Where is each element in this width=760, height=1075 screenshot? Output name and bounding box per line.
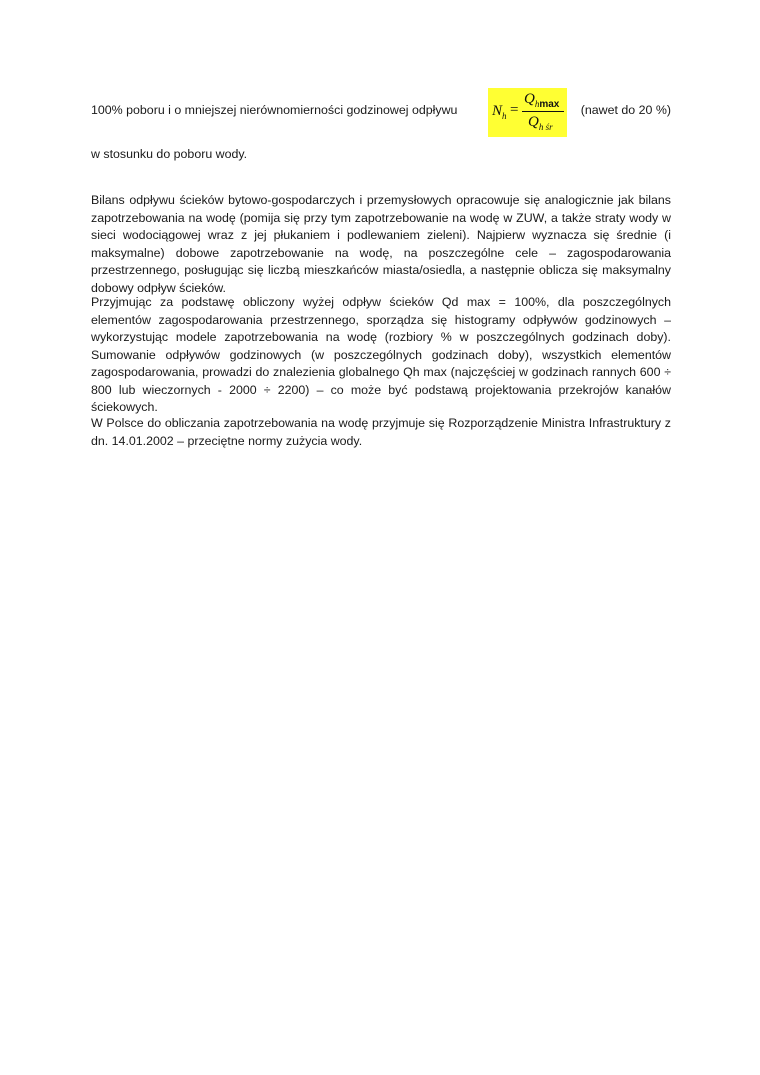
paragraph-w-polsce: W Polsce do obliczania zapotrzebowania na wodę przyjmuje się Rozporządzenie Ministra Infrastruktury z dn. 14.01.2002 – przeciętne normy zużycia wody. xyxy=(91,416,671,448)
nh-formula xyxy=(488,88,567,137)
intro-line-lead-text: 100% poboru i o mniejszej nierównomierności godzinowej odpływu xyxy=(91,103,458,117)
intro-line xyxy=(91,102,671,122)
paragraph-przyjmujac: Przyjmując za podstawę obliczony wyżej odpływ ścieków Qd max = 100%, dla poszczególnych elementów zagospodarowania przestrzennego, sporządza się histogramy odpływów godzinowych – wykorzystując modele zapotrzebowania na wodę (rozbiory % w poszczególnych godzinach doby). Sumowanie odpływów godzinowych (w poszczególnych godzinach doby), wszystkich elementów zagospodarowania, prowadzi do znalezienia globalnego Qh max (najczęściej w godzinach rannych 600 ÷ 800 lub wieczornych - 2000 ÷ 2200) – co może być podstawą projektowania przekrojów kanałów ściekowych. xyxy=(91,295,671,414)
intro-line-trail-text: (nawet do 20 %) xyxy=(580,103,671,117)
paragraph-bilans: Bilans odpływu ścieków bytowo-gospodarczych i przemysłowych opracowuje się analogicznie jak bilans zapotrzebowania na wodę (pomija się przy tym zapotrzebowanie na wodę w ZUW, a także straty wody w sieci wodociągowej wraz z jej płukaniem i podlewaniem zieleni). Najpierw wyznacza się średnie (i maksymalne) dobowe zapotrzebowanie na wodę, na poszczególne cele – zagospodarowania przestrzennego, posługując się liczbą mieszkańców miasta/osiedla, a następnie oblicza się maksymalny dobowy odpływ ścieków. xyxy=(91,193,671,295)
formula-equals: = xyxy=(510,102,519,118)
formula-denominator: $Q_{h śr}$ xyxy=(528,114,553,132)
formula-fraction xyxy=(522,90,564,134)
intro-line-continuation: w stosunku do poboru wody. xyxy=(91,147,248,161)
fraction-bar xyxy=(522,111,564,112)
formula-lhs: $N_h$ xyxy=(492,103,507,121)
formula-numerator: $Q_{hmax}$ xyxy=(524,91,560,110)
